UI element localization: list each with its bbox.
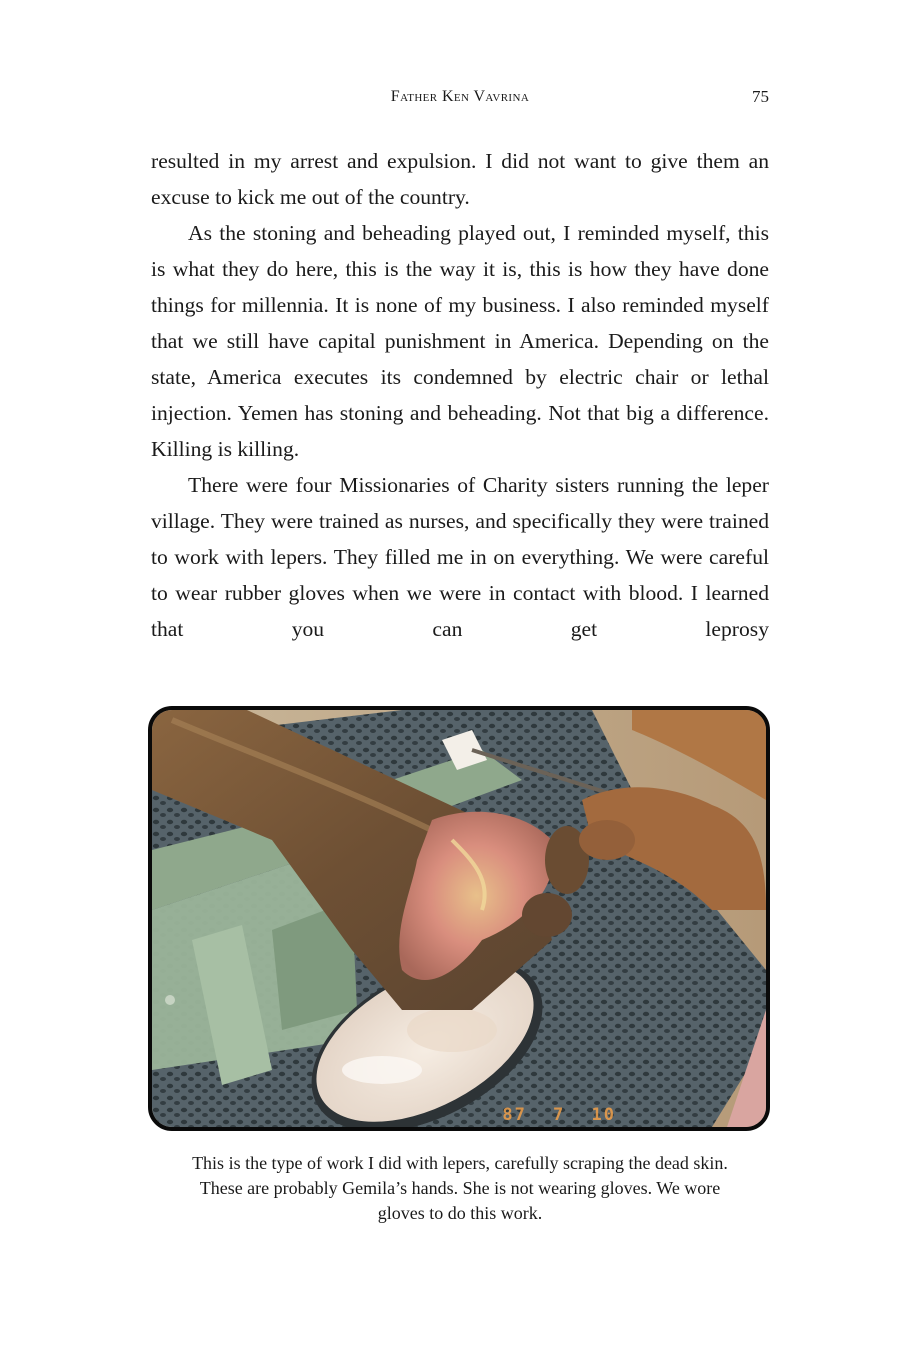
figure-caption (140, 1151, 780, 1226)
photo-figure (148, 706, 770, 1131)
caption-line: gloves to do this work. (377, 1203, 543, 1223)
running-head (151, 86, 769, 110)
running-title: Father Ken Vavrina (390, 88, 530, 105)
photo-date-stamp: 87 7 10 (502, 1105, 616, 1125)
page-number: 75 (752, 87, 769, 106)
paragraph: There were four Missionaries of Charity sisters running the leper village. They were trained as nurses, and specifically they were trained to work with lepers. They filled me in on everything. We were careful to wear rubber gloves when we were in contact with blood. I learned that you can get leprosy (151, 473, 769, 641)
photo-leprosy-wound-care (152, 710, 766, 1127)
caption-line: These are probably Gemila’s hands. She is not wearing gloves. We wore (199, 1178, 721, 1198)
paragraph: As the stoning and beheading played out, I reminded myself, this is what they do here, this is the way it is, this is how they have done things for millennia. It is none of my business. I also reminded myself that we still have capital punishment in America. Depending on the state, America executes its condemned by electric chair or lethal injection. Yemen has stoning and beheading. Not that big a difference. Killing is killing. (151, 221, 769, 461)
paragraph: resulted in my arrest and expulsion. I did not want to give them an excuse to kick me out of the country. (151, 149, 769, 209)
caption-line: This is the type of work I did with lepers, carefully scraping the dead skin. (192, 1153, 728, 1173)
body-text (151, 143, 769, 647)
